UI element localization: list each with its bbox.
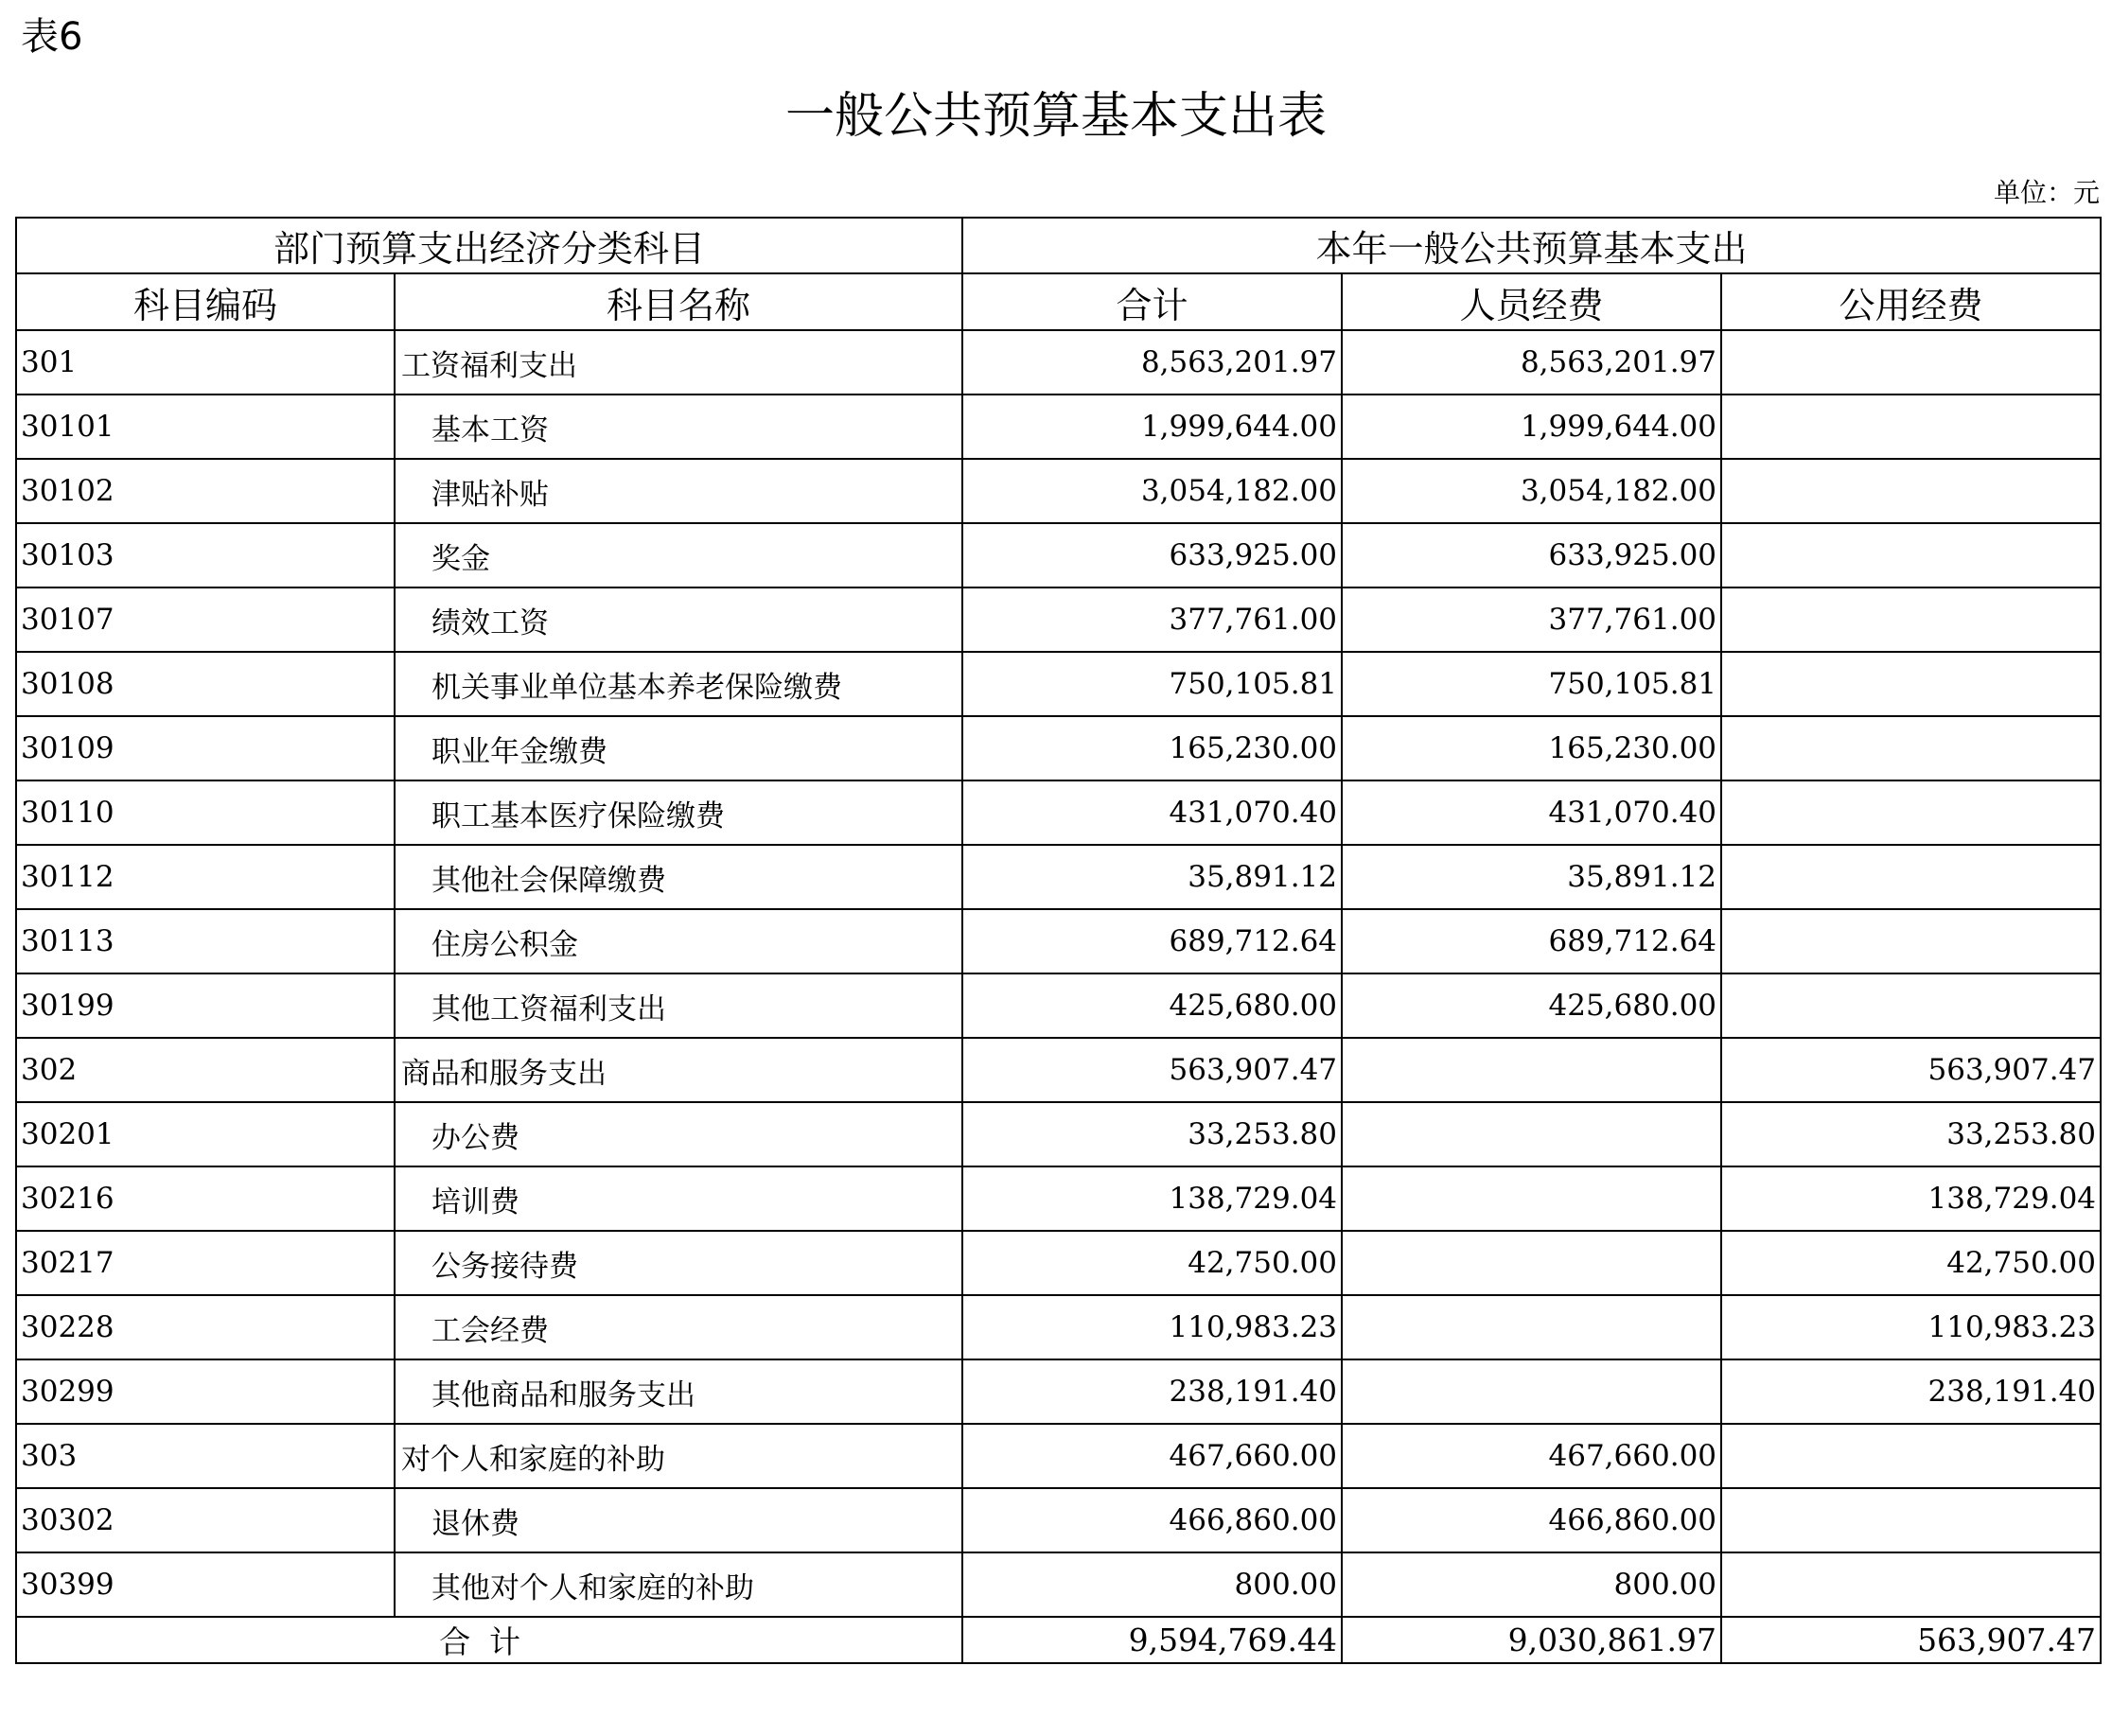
row-public-cell [1721, 909, 2101, 973]
row-code-cell: 30199 [16, 973, 395, 1038]
row-personnel-cell: 1,999,644.00 [1342, 395, 1721, 459]
table-row [16, 395, 2101, 459]
table-row [16, 459, 2101, 523]
total-row-label: 合计 [16, 1617, 962, 1663]
row-public-cell [1721, 459, 2101, 523]
total-row-total: 9,594,769.44 [962, 1617, 1342, 1663]
row-code-cell: 30399 [16, 1552, 395, 1617]
row-personnel-cell: 3,054,182.00 [1342, 459, 1721, 523]
row-total-cell: 33,253.80 [962, 1102, 1342, 1166]
table-row [16, 1038, 2101, 1102]
row-public-cell [1721, 652, 2101, 716]
table-row [16, 845, 2101, 909]
row-personnel-cell [1342, 1166, 1721, 1231]
row-total-cell: 165,230.00 [962, 716, 1342, 780]
row-personnel-cell: 35,891.12 [1342, 845, 1721, 909]
row-total-cell: 1,999,644.00 [962, 395, 1342, 459]
row-total-cell: 110,983.23 [962, 1295, 1342, 1359]
row-code-cell: 30302 [16, 1488, 395, 1552]
row-name-cell: 其他社会保障缴费 [395, 845, 962, 909]
table-row [16, 1424, 2101, 1488]
row-personnel-cell [1342, 1038, 1721, 1102]
row-name-cell: 绩效工资 [395, 587, 962, 652]
table-row [16, 1295, 2101, 1359]
group-header-classification: 部门预算支出经济分类科目 [16, 218, 962, 273]
table-row [16, 1102, 2101, 1166]
table-row [16, 1166, 2101, 1231]
row-total-cell: 800.00 [962, 1552, 1342, 1617]
row-name-cell: 津贴补贴 [395, 459, 962, 523]
row-total-cell: 42,750.00 [962, 1231, 1342, 1295]
column-header-total: 合计 [962, 273, 1342, 330]
row-name-cell: 退休费 [395, 1488, 962, 1552]
column-header-code: 科目编码 [16, 273, 395, 330]
row-public-cell [1721, 523, 2101, 587]
row-personnel-cell: 165,230.00 [1342, 716, 1721, 780]
row-public-cell [1721, 716, 2101, 780]
table-number-label: 表6 [21, 15, 83, 59]
row-code-cell: 302 [16, 1038, 395, 1102]
row-public-cell: 563,907.47 [1721, 1038, 2101, 1102]
row-name-cell: 职业年金缴费 [395, 716, 962, 780]
row-personnel-cell: 633,925.00 [1342, 523, 1721, 587]
row-total-cell: 431,070.40 [962, 780, 1342, 845]
row-name-cell: 工资福利支出 [395, 330, 962, 395]
table-row [16, 909, 2101, 973]
group-header-row [16, 218, 2101, 273]
row-code-cell: 30102 [16, 459, 395, 523]
row-total-cell: 138,729.04 [962, 1166, 1342, 1231]
row-public-cell [1721, 395, 2101, 459]
row-name-cell: 机关事业单位基本养老保险缴费 [395, 652, 962, 716]
row-personnel-cell: 689,712.64 [1342, 909, 1721, 973]
row-total-cell: 633,925.00 [962, 523, 1342, 587]
row-name-cell: 对个人和家庭的补助 [395, 1424, 962, 1488]
row-public-cell [1721, 780, 2101, 845]
table-row [16, 973, 2101, 1038]
row-personnel-cell: 377,761.00 [1342, 587, 1721, 652]
row-name-cell: 培训费 [395, 1166, 962, 1231]
row-personnel-cell: 431,070.40 [1342, 780, 1721, 845]
table-row [16, 652, 2101, 716]
row-public-cell: 138,729.04 [1721, 1166, 2101, 1231]
row-public-cell [1721, 587, 2101, 652]
row-public-cell [1721, 1552, 2101, 1617]
row-code-cell: 303 [16, 1424, 395, 1488]
total-row-personnel: 9,030,861.97 [1342, 1617, 1721, 1663]
row-personnel-cell: 467,660.00 [1342, 1424, 1721, 1488]
row-name-cell: 住房公积金 [395, 909, 962, 973]
column-header-row [16, 273, 2101, 330]
row-code-cell: 30217 [16, 1231, 395, 1295]
row-code-cell: 30103 [16, 523, 395, 587]
row-personnel-cell [1342, 1295, 1721, 1359]
row-code-cell: 30110 [16, 780, 395, 845]
row-name-cell: 工会经费 [395, 1295, 962, 1359]
table-row [16, 1552, 2101, 1617]
budget-expenditure-table [15, 217, 2102, 1664]
row-code-cell: 30108 [16, 652, 395, 716]
row-code-cell: 30112 [16, 845, 395, 909]
table-row [16, 1231, 2101, 1295]
row-total-cell: 377,761.00 [962, 587, 1342, 652]
unit-label: 单位：元 [1993, 177, 2100, 208]
row-name-cell: 其他商品和服务支出 [395, 1359, 962, 1424]
row-total-cell: 689,712.64 [962, 909, 1342, 973]
row-code-cell: 30299 [16, 1359, 395, 1424]
row-name-cell: 职工基本医疗保险缴费 [395, 780, 962, 845]
row-public-cell: 238,191.40 [1721, 1359, 2101, 1424]
row-code-cell: 30109 [16, 716, 395, 780]
row-personnel-cell [1342, 1102, 1721, 1166]
row-total-cell: 467,660.00 [962, 1424, 1342, 1488]
row-personnel-cell: 466,860.00 [1342, 1488, 1721, 1552]
row-name-cell: 基本工资 [395, 395, 962, 459]
row-personnel-cell: 800.00 [1342, 1552, 1721, 1617]
row-personnel-cell [1342, 1359, 1721, 1424]
row-total-cell: 563,907.47 [962, 1038, 1342, 1102]
table-row [16, 1488, 2101, 1552]
row-code-cell: 301 [16, 330, 395, 395]
row-name-cell: 公务接待费 [395, 1231, 962, 1295]
row-public-cell [1721, 1488, 2101, 1552]
row-public-cell: 110,983.23 [1721, 1295, 2101, 1359]
total-row [16, 1617, 2101, 1663]
group-header-basic-expenditure: 本年一般公共预算基本支出 [962, 218, 2101, 273]
row-public-cell: 42,750.00 [1721, 1231, 2101, 1295]
row-public-cell [1721, 1424, 2101, 1488]
page-title: 一般公共预算基本支出表 [784, 88, 1327, 145]
row-public-cell [1721, 845, 2101, 909]
row-name-cell: 办公费 [395, 1102, 962, 1166]
row-name-cell: 其他对个人和家庭的补助 [395, 1552, 962, 1617]
row-total-cell: 425,680.00 [962, 973, 1342, 1038]
table-row [16, 716, 2101, 780]
row-total-cell: 8,563,201.97 [962, 330, 1342, 395]
row-code-cell: 30228 [16, 1295, 395, 1359]
table-row [16, 587, 2101, 652]
total-row-public: 563,907.47 [1721, 1617, 2101, 1663]
table-body [16, 330, 2101, 1617]
row-code-cell: 30201 [16, 1102, 395, 1166]
row-public-cell: 33,253.80 [1721, 1102, 2101, 1166]
row-public-cell [1721, 973, 2101, 1038]
row-name-cell: 其他工资福利支出 [395, 973, 962, 1038]
row-code-cell: 30216 [16, 1166, 395, 1231]
row-personnel-cell [1342, 1231, 1721, 1295]
table-row [16, 1359, 2101, 1424]
table-row [16, 780, 2101, 845]
column-header-name: 科目名称 [395, 273, 962, 330]
row-total-cell: 466,860.00 [962, 1488, 1342, 1552]
row-total-cell: 238,191.40 [962, 1359, 1342, 1424]
row-name-cell: 奖金 [395, 523, 962, 587]
row-personnel-cell: 750,105.81 [1342, 652, 1721, 716]
row-total-cell: 750,105.81 [962, 652, 1342, 716]
table-row [16, 523, 2101, 587]
row-total-cell: 35,891.12 [962, 845, 1342, 909]
row-code-cell: 30113 [16, 909, 395, 973]
column-header-public: 公用经费 [1721, 273, 2101, 330]
row-public-cell [1721, 330, 2101, 395]
table-row [16, 330, 2101, 395]
row-code-cell: 30101 [16, 395, 395, 459]
row-name-cell: 商品和服务支出 [395, 1038, 962, 1102]
column-header-personnel: 人员经费 [1342, 273, 1721, 330]
row-personnel-cell: 8,563,201.97 [1342, 330, 1721, 395]
row-code-cell: 30107 [16, 587, 395, 652]
row-total-cell: 3,054,182.00 [962, 459, 1342, 523]
row-personnel-cell: 425,680.00 [1342, 973, 1721, 1038]
